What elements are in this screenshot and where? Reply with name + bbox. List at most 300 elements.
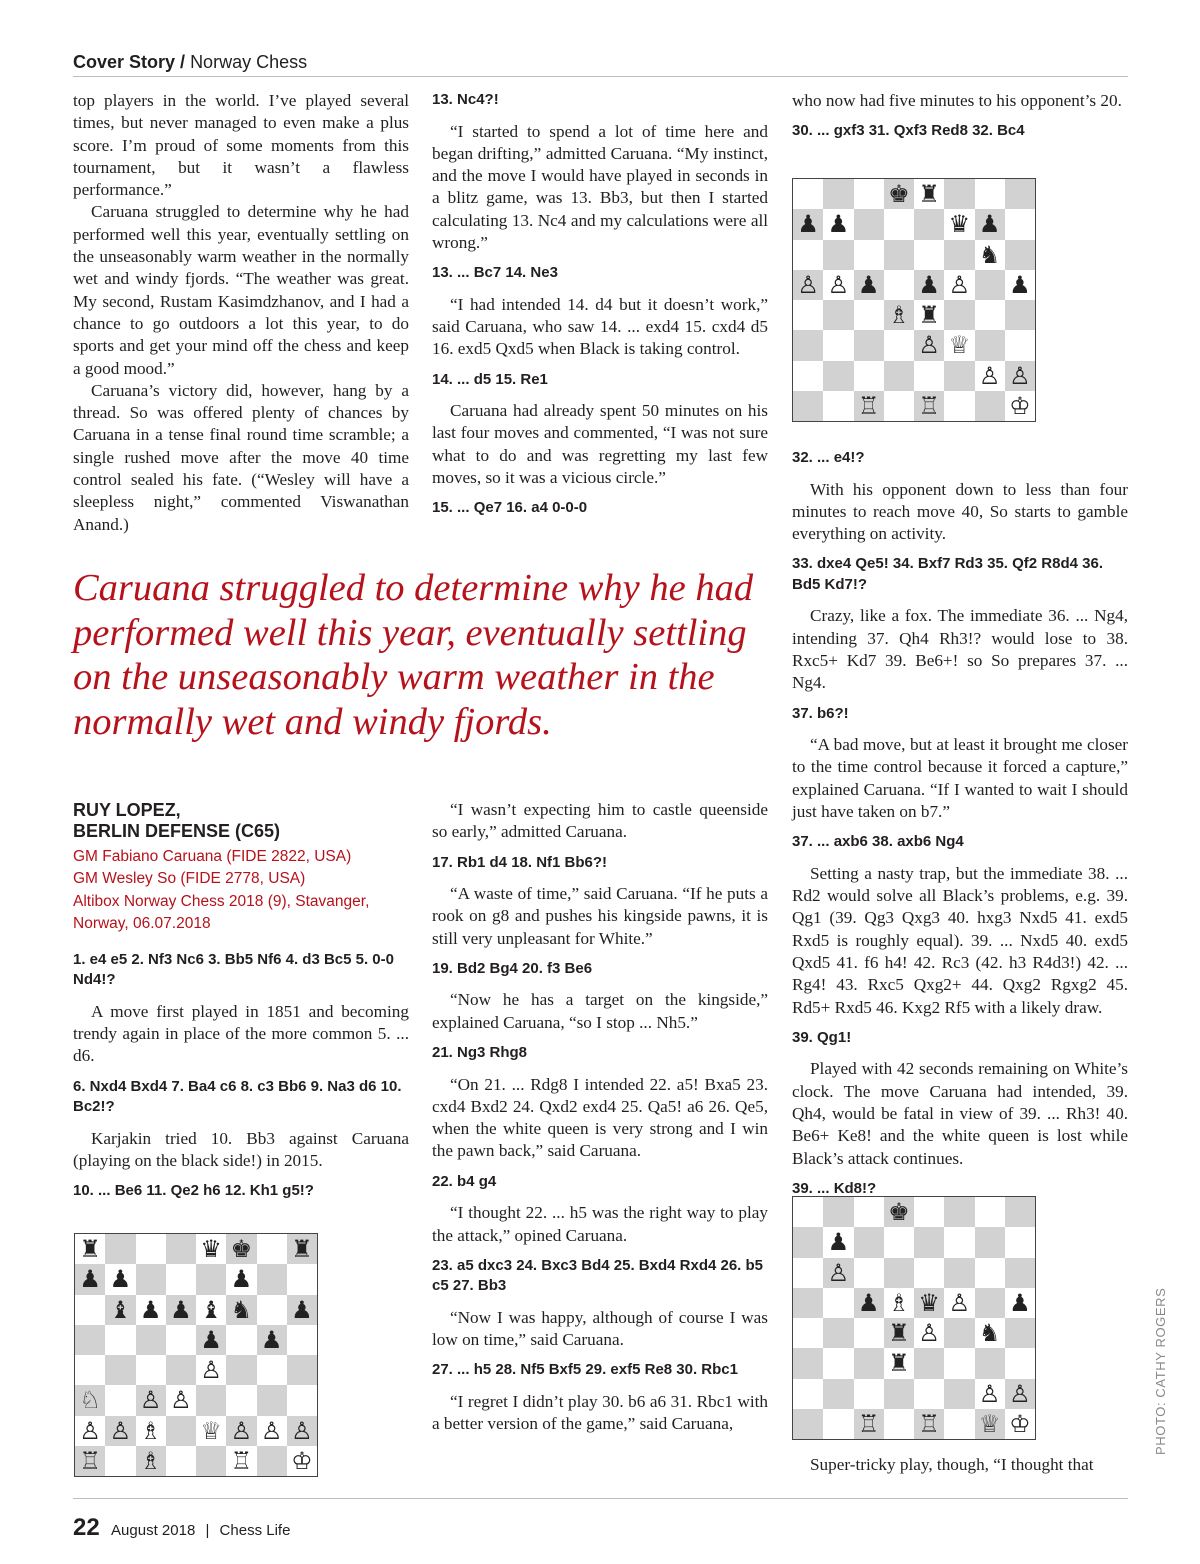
board-square bbox=[854, 240, 884, 270]
board-square bbox=[287, 1416, 317, 1446]
move-line: 17. Rb1 d4 18. Nf1 Bb6?! bbox=[432, 853, 608, 871]
board-square bbox=[975, 240, 1005, 270]
board-square bbox=[914, 1227, 944, 1257]
board-square bbox=[914, 209, 944, 239]
board-square bbox=[226, 1416, 256, 1446]
board-square bbox=[914, 1379, 944, 1409]
chess-diagram bbox=[792, 178, 1036, 422]
board-square bbox=[793, 330, 823, 360]
paragraph: “I thought 22. ... h5 was the right way to play the attack,” opined Caruana. bbox=[432, 1203, 768, 1245]
board-square bbox=[105, 1325, 135, 1355]
black-pawn-icon: ♟ bbox=[230, 1265, 253, 1294]
board-square bbox=[944, 179, 974, 209]
black-pawn-icon: ♟ bbox=[978, 210, 1001, 239]
board-square bbox=[166, 1295, 196, 1325]
board-square bbox=[1005, 330, 1035, 360]
board-square bbox=[166, 1416, 196, 1446]
board-square bbox=[944, 391, 974, 421]
board-square bbox=[793, 1318, 823, 1348]
board-square bbox=[1005, 1409, 1035, 1439]
white-pawn-icon: ♙ bbox=[827, 1258, 850, 1287]
board-square bbox=[1005, 209, 1035, 239]
white-pawn-icon: ♙ bbox=[79, 1416, 101, 1445]
white-pawn-icon: ♙ bbox=[948, 1288, 971, 1317]
board-square bbox=[196, 1416, 226, 1446]
move-line: 10. ... Be6 11. Qe2 h6 12. Kh1 g5!? bbox=[73, 1182, 314, 1200]
board-square bbox=[257, 1295, 287, 1325]
paragraph: With his opponent down to less than four minutes to reach move 40, So starts to gamble everything on activity. bbox=[792, 479, 1128, 544]
move-line: 13. ... Bc7 14. Ne3 bbox=[432, 264, 558, 282]
board-square bbox=[914, 300, 944, 330]
board-square bbox=[287, 1385, 317, 1415]
board-square bbox=[914, 1348, 944, 1378]
paragraph: A move first played in 1851 and becoming trendy again in place of the more common 5. ... d6. bbox=[73, 1001, 409, 1066]
board-square bbox=[105, 1234, 135, 1264]
white-pawn-icon: ♙ bbox=[1009, 1379, 1031, 1408]
board-square bbox=[823, 179, 853, 209]
white-pawn-icon: ♙ bbox=[260, 1416, 283, 1445]
paragraph: Karjakin tried 10. Bb3 against Caruana (playing on the black side!) in 2015. bbox=[73, 1128, 409, 1170]
board-square bbox=[854, 1227, 884, 1257]
move-line: 14. ... d5 15. Re1 bbox=[432, 370, 548, 388]
white-pawn-icon: ♙ bbox=[170, 1386, 192, 1415]
board-square bbox=[884, 1288, 914, 1318]
board-square bbox=[793, 1227, 823, 1257]
board-square bbox=[75, 1325, 105, 1355]
board-square bbox=[884, 1379, 914, 1409]
board-square bbox=[1005, 1227, 1035, 1257]
board-square bbox=[1005, 361, 1035, 391]
board-square bbox=[287, 1355, 317, 1385]
board-square bbox=[136, 1295, 166, 1325]
move-line: 22. b4 g4 bbox=[432, 1172, 497, 1190]
board-square bbox=[793, 1288, 823, 1318]
board-square bbox=[944, 209, 974, 239]
white-knight-icon: ♘ bbox=[79, 1386, 101, 1415]
black-pawn-icon: ♟ bbox=[827, 1228, 850, 1257]
board-square bbox=[884, 240, 914, 270]
board-square bbox=[884, 1197, 914, 1227]
column-right bbox=[792, 90, 1128, 142]
board-square bbox=[944, 240, 974, 270]
board-square bbox=[136, 1325, 166, 1355]
page-footer bbox=[73, 1514, 290, 1542]
move-line: 19. Bd2 Bg4 20. f3 Be6 bbox=[432, 959, 593, 977]
board-square bbox=[884, 1258, 914, 1288]
black-knight-icon: ♞ bbox=[978, 240, 1001, 269]
board-square bbox=[287, 1295, 317, 1325]
board-square bbox=[1005, 1379, 1035, 1409]
white-rook-icon: ♖ bbox=[918, 1409, 940, 1438]
board-square bbox=[166, 1446, 196, 1476]
white-player: GM Fabiano Caruana (FIDE 2822, USA) bbox=[73, 848, 352, 865]
board-square bbox=[1005, 391, 1035, 421]
board-square bbox=[884, 209, 914, 239]
board-square bbox=[944, 300, 974, 330]
white-queen-icon: ♕ bbox=[948, 331, 971, 360]
board-square bbox=[196, 1264, 226, 1294]
move-line: 13. Nc4?! bbox=[432, 91, 499, 108]
board-square bbox=[944, 361, 974, 391]
board-square bbox=[1005, 1258, 1035, 1288]
board-square bbox=[75, 1264, 105, 1294]
white-rook-icon: ♖ bbox=[857, 391, 880, 420]
board-square bbox=[136, 1416, 166, 1446]
board-square bbox=[287, 1446, 317, 1476]
board-square bbox=[1005, 270, 1035, 300]
move-line: 23. a5 dxc3 24. Bxc3 Bd4 25. Bxd4 Rxd4 26. b5 c5 27. Bb3 bbox=[432, 1256, 764, 1295]
move-line: 39. Qg1! bbox=[792, 1028, 852, 1046]
board-square bbox=[975, 1409, 1005, 1439]
white-queen-icon: ♕ bbox=[978, 1409, 1001, 1438]
white-pawn-icon: ♙ bbox=[918, 1319, 940, 1348]
board-square bbox=[944, 1288, 974, 1318]
white-pawn-icon: ♙ bbox=[291, 1416, 313, 1445]
board-square bbox=[854, 179, 884, 209]
opening-subtitle: BERLIN DEFENSE (C65) bbox=[73, 821, 281, 841]
black-king-icon: ♚ bbox=[888, 1198, 910, 1227]
paragraph: “I had intended 14. d4 but it doesn’t work,” said Caruana, who saw 14. ... exd4 15. cxd4 d5 16. exd5 Qxd5 when Black is taking control. bbox=[432, 294, 768, 359]
board-square bbox=[793, 179, 823, 209]
board-square bbox=[884, 179, 914, 209]
black-knight-icon: ♞ bbox=[978, 1319, 1001, 1348]
black-pawn-icon: ♟ bbox=[139, 1295, 162, 1324]
board-square bbox=[75, 1295, 105, 1325]
board-square bbox=[793, 270, 823, 300]
board-square bbox=[823, 1348, 853, 1378]
board-square bbox=[226, 1234, 256, 1264]
board-square bbox=[823, 1258, 853, 1288]
board-square bbox=[914, 1409, 944, 1439]
black-pawn-icon: ♟ bbox=[260, 1325, 283, 1354]
white-bishop-icon: ♗ bbox=[888, 301, 910, 330]
board-square bbox=[914, 179, 944, 209]
issue-date: August 2018 bbox=[111, 1522, 196, 1539]
board-square bbox=[975, 1348, 1005, 1378]
board-square bbox=[914, 391, 944, 421]
board-square bbox=[257, 1416, 287, 1446]
board-square bbox=[793, 1258, 823, 1288]
white-pawn-icon: ♙ bbox=[1009, 361, 1031, 390]
paragraph: “A waste of time,” said Caruana. “If he puts a rook on g8 and pushes his kingside pawns, it is still very unpleasant for White.” bbox=[432, 884, 768, 948]
board-square bbox=[975, 1227, 1005, 1257]
board-square bbox=[793, 361, 823, 391]
white-pawn-icon: ♙ bbox=[948, 270, 971, 299]
column-right-middle bbox=[792, 448, 1128, 1199]
board-square bbox=[914, 361, 944, 391]
paragraph: “Now he has a target on the kingside,” explained Caruana, “so I stop ... Nh5.” bbox=[432, 990, 768, 1032]
board-square bbox=[136, 1446, 166, 1476]
white-pawn-icon: ♙ bbox=[978, 1379, 1001, 1408]
board-square bbox=[136, 1385, 166, 1415]
pull-quote-line: on the unseasonably warm weather in the bbox=[73, 656, 715, 698]
board-square bbox=[1005, 179, 1035, 209]
topic-label: Norway Chess bbox=[190, 52, 308, 72]
board-square bbox=[105, 1355, 135, 1385]
board-square bbox=[823, 361, 853, 391]
board-square bbox=[944, 1197, 974, 1227]
board-square bbox=[226, 1295, 256, 1325]
board-square bbox=[944, 1409, 974, 1439]
chess-diagram bbox=[74, 1233, 318, 1477]
black-pawn-icon: ♟ bbox=[1009, 270, 1031, 299]
white-rook-icon: ♖ bbox=[230, 1446, 253, 1475]
page-number: 22 bbox=[73, 1514, 100, 1541]
board-square bbox=[105, 1446, 135, 1476]
black-rook-icon: ♜ bbox=[888, 1349, 910, 1378]
board-square bbox=[914, 270, 944, 300]
board-square bbox=[823, 209, 853, 239]
event-info: Altibox Norway Chess 2018 (9), Stavanger, Norway, 06.07.2018 bbox=[73, 892, 370, 933]
column-left bbox=[73, 90, 409, 536]
column-right-bottom bbox=[792, 1454, 1128, 1476]
white-pawn-icon: ♙ bbox=[827, 270, 850, 299]
board-square bbox=[166, 1234, 196, 1264]
footer-separator: | bbox=[205, 1522, 210, 1539]
board-square bbox=[257, 1385, 287, 1415]
white-king-icon: ♔ bbox=[1009, 1409, 1031, 1438]
board-square bbox=[793, 209, 823, 239]
board-square bbox=[166, 1264, 196, 1294]
chess-diagram bbox=[792, 1196, 1036, 1440]
board-square bbox=[793, 1409, 823, 1439]
board-square bbox=[944, 1258, 974, 1288]
header-rule bbox=[73, 76, 1128, 77]
board-square bbox=[793, 1348, 823, 1378]
white-bishop-icon: ♗ bbox=[139, 1446, 162, 1475]
black-pawn-icon: ♟ bbox=[79, 1265, 101, 1294]
board-square bbox=[196, 1385, 226, 1415]
board-square bbox=[884, 361, 914, 391]
white-rook-icon: ♖ bbox=[857, 1409, 880, 1438]
paragraph: Crazy, like a fox. The immediate 36. ... Ng4, intending 37. Qh4 Rh3!? would lose to 38. Rxc5+ Kd7 39. Be6+! so So prepares 37. ... Ng4. bbox=[792, 606, 1128, 693]
move-line: 6. Nxd4 Bxd4 7. Ba4 c6 8. c3 Bb6 9. Na3 d6 10. Bc2!? bbox=[73, 1077, 402, 1116]
white-pawn-icon: ♙ bbox=[139, 1386, 162, 1415]
game-section bbox=[73, 800, 409, 1202]
move-line: 21. Ng3 Rhg8 bbox=[432, 1044, 528, 1062]
board-square bbox=[257, 1264, 287, 1294]
board-square bbox=[823, 270, 853, 300]
board-square bbox=[287, 1325, 317, 1355]
board-square bbox=[257, 1325, 287, 1355]
running-header bbox=[73, 52, 1128, 76]
board-square bbox=[257, 1234, 287, 1264]
black-rook-icon: ♜ bbox=[291, 1235, 313, 1264]
board-square bbox=[854, 1197, 884, 1227]
board-square bbox=[226, 1355, 256, 1385]
board-square bbox=[884, 1348, 914, 1378]
board-square bbox=[226, 1264, 256, 1294]
board-square bbox=[823, 1409, 853, 1439]
board-square bbox=[136, 1234, 166, 1264]
board-square bbox=[914, 1258, 944, 1288]
board-square bbox=[823, 1288, 853, 1318]
board-square bbox=[136, 1264, 166, 1294]
board-square bbox=[914, 1288, 944, 1318]
black-pawn-icon: ♟ bbox=[857, 1288, 880, 1317]
board-square bbox=[944, 1318, 974, 1348]
board-square bbox=[975, 179, 1005, 209]
board-square bbox=[793, 391, 823, 421]
board-square bbox=[884, 391, 914, 421]
board-square bbox=[975, 300, 1005, 330]
black-pawn-icon: ♟ bbox=[170, 1295, 192, 1324]
photo-credit: PHOTO: CATHY ROGERS bbox=[1153, 1287, 1168, 1455]
board-square bbox=[975, 1197, 1005, 1227]
board-square bbox=[823, 300, 853, 330]
board-square bbox=[196, 1446, 226, 1476]
white-pawn-icon: ♙ bbox=[200, 1356, 222, 1385]
pull-quote bbox=[73, 566, 763, 744]
pull-quote-line: normally wet and windy fjords. bbox=[73, 700, 552, 743]
board-square bbox=[975, 270, 1005, 300]
black-bishop-icon: ♝ bbox=[109, 1295, 132, 1324]
white-pawn-icon: ♙ bbox=[230, 1416, 253, 1445]
board-square bbox=[884, 270, 914, 300]
board-square bbox=[975, 391, 1005, 421]
board-square bbox=[105, 1264, 135, 1294]
paragraph: Caruana had already spent 50 minutes on his last four moves and commented, “I was not sure what to do and was regretting my last few moves, so it was a vicious circle.” bbox=[432, 401, 768, 488]
white-pawn-icon: ♙ bbox=[109, 1416, 132, 1445]
black-pawn-icon: ♟ bbox=[827, 210, 850, 239]
black-rook-icon: ♜ bbox=[888, 1319, 910, 1348]
board-square bbox=[884, 1318, 914, 1348]
paragraph: top players in the world. I’ve played several times, but never managed to even make a plus score. I’m proud of some moments from this tournament, but it wasn’t a flawless performance.” bbox=[73, 91, 409, 200]
board-square bbox=[257, 1446, 287, 1476]
board-square bbox=[823, 240, 853, 270]
move-line: 33. dxe4 Qe5! 34. Bxf7 Rd3 35. Qf2 R8d4 36. Bd5 Kd7!? bbox=[792, 555, 1103, 593]
pull-quote-line: performed well this year, eventually settling bbox=[73, 611, 747, 654]
black-queen-icon: ♛ bbox=[948, 210, 971, 239]
board-square bbox=[975, 1379, 1005, 1409]
board-square bbox=[105, 1385, 135, 1415]
white-rook-icon: ♖ bbox=[918, 391, 940, 420]
board-square bbox=[975, 361, 1005, 391]
board-square bbox=[854, 391, 884, 421]
black-bishop-icon: ♝ bbox=[200, 1295, 222, 1324]
footer-rule bbox=[73, 1498, 1128, 1499]
black-pawn-icon: ♟ bbox=[1009, 1288, 1031, 1317]
board-square bbox=[196, 1355, 226, 1385]
move-line: 1. e4 e5 2. Nf3 Nc6 3. Bb5 Nf6 4. d3 Bc5 5. 0-0 Nd4!? bbox=[73, 950, 394, 989]
board-square bbox=[854, 1379, 884, 1409]
move-line: 15. ... Qe7 16. a4 0-0-0 bbox=[432, 499, 588, 517]
move-line: 37. ... axb6 38. axb6 Ng4 bbox=[792, 833, 964, 851]
white-pawn-icon: ♙ bbox=[797, 270, 819, 299]
magazine-name: Chess Life bbox=[219, 1522, 291, 1539]
black-queen-icon: ♛ bbox=[200, 1235, 222, 1264]
board-square bbox=[854, 1409, 884, 1439]
board-square bbox=[287, 1234, 317, 1264]
board-square bbox=[793, 300, 823, 330]
white-king-icon: ♔ bbox=[1009, 391, 1031, 420]
paragraph: “I wasn’t expecting him to castle queenside so early,” admitted Caruana. bbox=[432, 800, 768, 842]
board-square bbox=[854, 361, 884, 391]
board-square bbox=[75, 1355, 105, 1385]
board-square bbox=[914, 1318, 944, 1348]
board-square bbox=[1005, 1288, 1035, 1318]
board-square bbox=[166, 1355, 196, 1385]
paragraph: Setting a nasty trap, but the immediate 38. ... Rd2 would solve all Black’s problems, e.g. 39. Qg1 (39. Qg3 Qxg3 40. hxg3 Nxd5 41. exd5 Rxd5 is roughly equal). 39. ... Nxd5 40. exd5 Qxd5 41. f6 h4! 42. Rc3 (42. h3 R4d3!) 42. ... Rg4! 43. Rxc5 Qxg2+ 44. Qxg2 Rgxg2 45. Rd5+ Rxd5 46. Kxg2 Rf5 with a likely draw. bbox=[792, 863, 1128, 1017]
board-square bbox=[226, 1325, 256, 1355]
paragraph: who now had five minutes to his opponent’s 20. bbox=[792, 91, 1122, 110]
board-square bbox=[823, 330, 853, 360]
board-square bbox=[166, 1385, 196, 1415]
move-line: 27. ... h5 28. Nf5 Bxf5 29. exf5 Re8 30. Rbc1 bbox=[432, 1361, 738, 1379]
board-square bbox=[287, 1264, 317, 1294]
board-square bbox=[105, 1416, 135, 1446]
white-king-icon: ♔ bbox=[291, 1446, 313, 1475]
black-king-icon: ♚ bbox=[888, 180, 910, 209]
black-pawn-icon: ♟ bbox=[797, 210, 819, 239]
paragraph: “A bad move, but at least it brought me closer to the time control because it forced a capture,” explained Caruana. “If I wanted to wait I should just have taken on b7.” bbox=[792, 735, 1128, 821]
board-square bbox=[944, 1227, 974, 1257]
move-line: 32. ... e4!? bbox=[792, 449, 865, 466]
board-square bbox=[975, 1258, 1005, 1288]
move-line: 37. b6?! bbox=[792, 704, 849, 722]
move-line: 39. ... Kd8!? bbox=[792, 1179, 877, 1197]
board-square bbox=[854, 1288, 884, 1318]
white-pawn-icon: ♙ bbox=[978, 361, 1001, 390]
board-square bbox=[884, 1227, 914, 1257]
board-square bbox=[944, 1348, 974, 1378]
board-square bbox=[884, 300, 914, 330]
white-bishop-icon: ♗ bbox=[139, 1416, 162, 1445]
board-square bbox=[884, 330, 914, 360]
paragraph: Super-tricky play, though, “I thought that bbox=[810, 1455, 1094, 1474]
board-square bbox=[823, 391, 853, 421]
white-rook-icon: ♖ bbox=[79, 1446, 101, 1475]
board-square bbox=[944, 330, 974, 360]
board-square bbox=[975, 209, 1005, 239]
pull-quote-line: Caruana struggled to determine why he had bbox=[73, 567, 754, 609]
board-square bbox=[1005, 1318, 1035, 1348]
section-label: Cover Story / bbox=[73, 52, 186, 72]
paragraph: “On 21. ... Rdg8 I intended 22. a5! Bxa5 23. cxd4 Bxd2 24. Qxd2 exd4 25. Qa5! a6 26. Qe5, when the white queen is very strong and I win the pawn back,” said Caruana. bbox=[432, 1074, 768, 1161]
board-square bbox=[75, 1234, 105, 1264]
paragraph: “I started to spend a lot of time here and began drifting,” admitted Caruana. “My instinct, and the move I would have played in seconds in a blitz game, was 13. Bb3, but then I started calculating 13. Nc4 and my calculations were all wrong.” bbox=[432, 121, 768, 252]
board-square bbox=[226, 1446, 256, 1476]
black-player: GM Wesley So (FIDE 2778, USA) bbox=[73, 870, 306, 888]
white-bishop-icon: ♗ bbox=[888, 1288, 910, 1317]
board-square bbox=[75, 1416, 105, 1446]
black-king-icon: ♚ bbox=[230, 1235, 253, 1264]
board-square bbox=[914, 1197, 944, 1227]
board-square bbox=[944, 270, 974, 300]
board-square bbox=[944, 1379, 974, 1409]
board-square bbox=[75, 1446, 105, 1476]
board-square bbox=[884, 1409, 914, 1439]
board-square bbox=[196, 1234, 226, 1264]
board-square bbox=[975, 1318, 1005, 1348]
board-square bbox=[793, 1379, 823, 1409]
move-line: 30. ... gxf3 31. Qxf3 Red8 32. Bc4 bbox=[792, 122, 1025, 140]
board-square bbox=[854, 209, 884, 239]
board-square bbox=[1005, 240, 1035, 270]
board-square bbox=[226, 1385, 256, 1415]
paragraph: “I regret I didn’t play 30. b6 a6 31. Rbc1 with a better version of the game,” said Caruana, bbox=[432, 1391, 768, 1434]
white-pawn-icon: ♙ bbox=[918, 331, 940, 360]
board-square bbox=[975, 1288, 1005, 1318]
board-square bbox=[196, 1325, 226, 1355]
black-rook-icon: ♜ bbox=[79, 1235, 101, 1264]
board-square bbox=[1005, 300, 1035, 330]
black-pawn-icon: ♟ bbox=[109, 1265, 132, 1294]
black-knight-icon: ♞ bbox=[230, 1295, 253, 1324]
paragraph: Caruana’s victory did, however, hang by a thread. So was offered plenty of chances by Caruana in a tense final round time scramble; a single rushed move after the move 40 time control sealed his fate. (“Wesley will have a sleepless night,” commented Viswanathan Anand.) bbox=[73, 380, 409, 534]
board-square bbox=[136, 1355, 166, 1385]
board-square bbox=[854, 1348, 884, 1378]
